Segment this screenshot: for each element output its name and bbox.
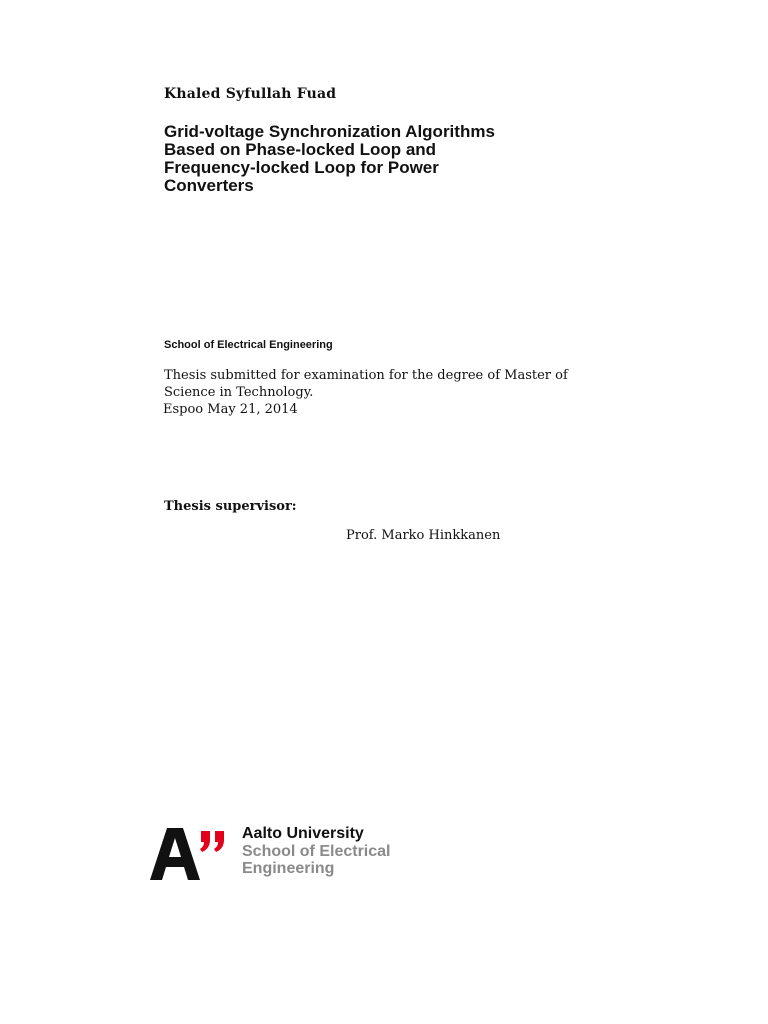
aalto-a-mark-icon [150, 828, 232, 880]
aalto-logo [150, 824, 450, 884]
logo-quote-mark [200, 831, 210, 852]
logo-university-name: Aalto University [242, 825, 364, 842]
logo-school-line: Engineering [242, 860, 335, 877]
place-and-date: Espoo May 21, 2014 [163, 402, 298, 417]
school-name: School of Electrical Engineering [164, 339, 333, 351]
author-name: Khaled Syfullah Fuad [164, 86, 337, 102]
thesis-title-line: Based on Phase-locked Loop and [164, 140, 437, 159]
logo-text [242, 825, 390, 878]
supervisor-label: Thesis supervisor: [164, 499, 297, 514]
thesis-statement-line: Thesis submitted for examination for the degree of Master of [164, 368, 568, 383]
logo-school-line: School of Electrical [242, 842, 391, 860]
thesis-title-line: Frequency-locked Loop for Power [164, 158, 439, 177]
thesis-title [164, 123, 544, 195]
thesis-title-line: Converters [164, 176, 254, 195]
thesis-statement [164, 367, 568, 401]
supervisor-name: Prof. Marko Hinkkanen [346, 528, 501, 543]
thesis-title-line: Grid-voltage Synchronization Algorithms [164, 122, 495, 141]
thesis-statement-line: Science in Technology. [164, 385, 314, 400]
logo-quote-mark [214, 831, 224, 852]
